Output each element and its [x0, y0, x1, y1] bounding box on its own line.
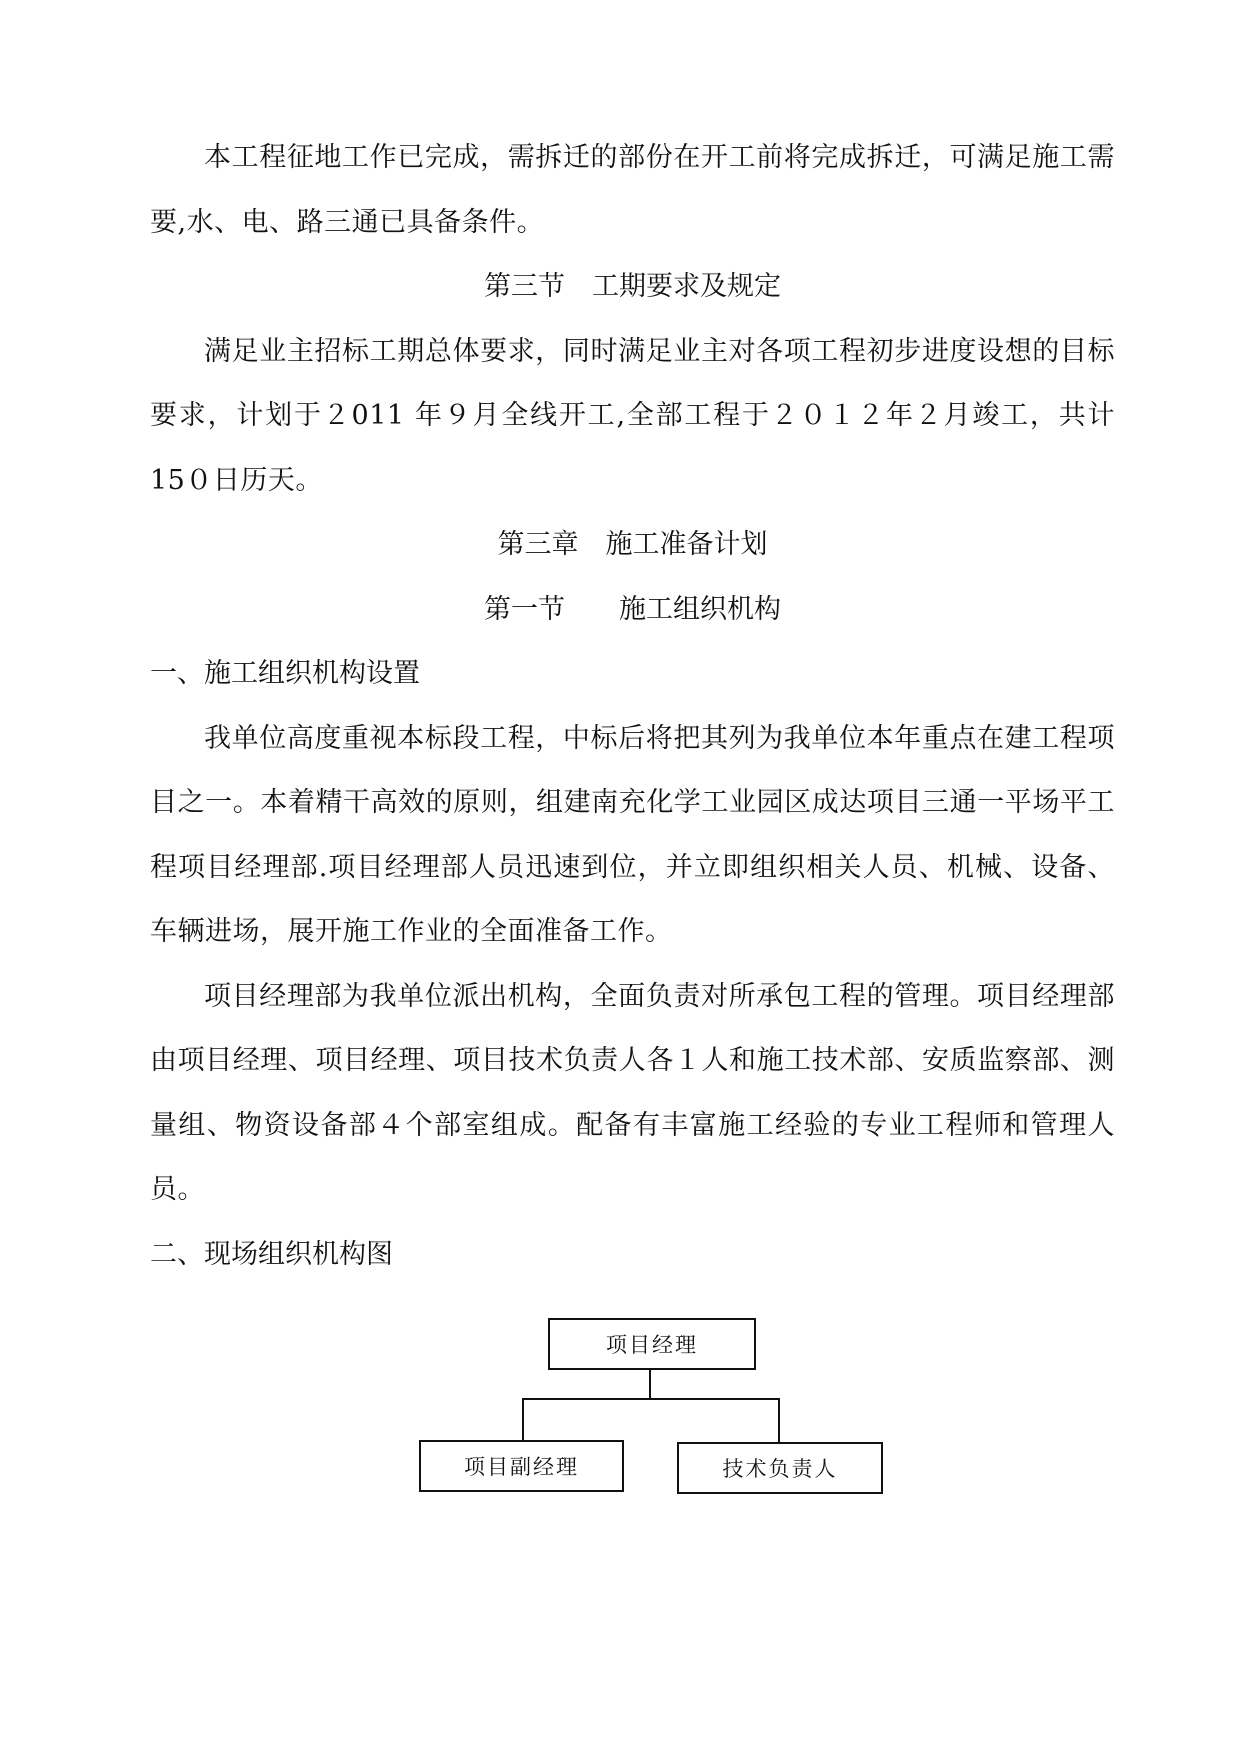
- paragraph-project-department: 我单位高度重视本标段工程，中标后将把其列为我单位本年重点在建工程项目之一。本着精干高效的原则，组建南充化学工业园区成达项目三通一平场平工程项目经理部.项目经理部人员迅速到位，并立即组织相关人员、机械、设备、车辆进场，展开施工作业的全面准备工作。: [150, 722, 1115, 947]
- chapter-heading-preparation: 第三章 施工准备计划: [497, 529, 768, 560]
- section-heading-schedule: 第三节 工期要求及规定: [484, 271, 781, 302]
- org-connector-vertical-left: [522, 1398, 524, 1440]
- org-connector-vertical-right: [778, 1398, 780, 1442]
- paragraph-schedule: 满足业主招标工期总体要求，同时满足业主对各项工程初步进度设想的目标要求，计划于２011 年９月全线开工,全部工程于２０１２年２月竣工，共计 15０日历天。: [150, 335, 1115, 496]
- org-box-deputy-manager: 项目副经理: [419, 1440, 624, 1492]
- org-connector-horizontal: [522, 1398, 780, 1400]
- section-heading-organization: 第一节 施工组织机构: [484, 593, 781, 625]
- org-box-project-manager: 项目经理: [548, 1318, 756, 1370]
- paragraph-department-structure: 项目经理部为我单位派出机构，全面负责对所承包工程的管理。项目经理部由项目经理、项目经理、项目技术负责人各１人和施工技术部、安质监察部、测量组、物资设备部４个部室组成。配备有丰富施工经验的专业工程师和管理人员。: [150, 980, 1115, 1205]
- org-box-technical-lead: 技术负责人: [677, 1442, 883, 1494]
- org-connector-vertical-top: [649, 1370, 651, 1400]
- subheading-org-chart: 二、现场组织机构图: [150, 1238, 393, 1270]
- paragraph-land-acquisition: 本工程征地工作已完成，需拆迁的部份在开工前将完成拆迁，可满足施工需要,水、电、路三通已具备条件。: [150, 142, 1115, 238]
- subheading-organization-setup: 一、施工组织机构设置: [150, 658, 420, 689]
